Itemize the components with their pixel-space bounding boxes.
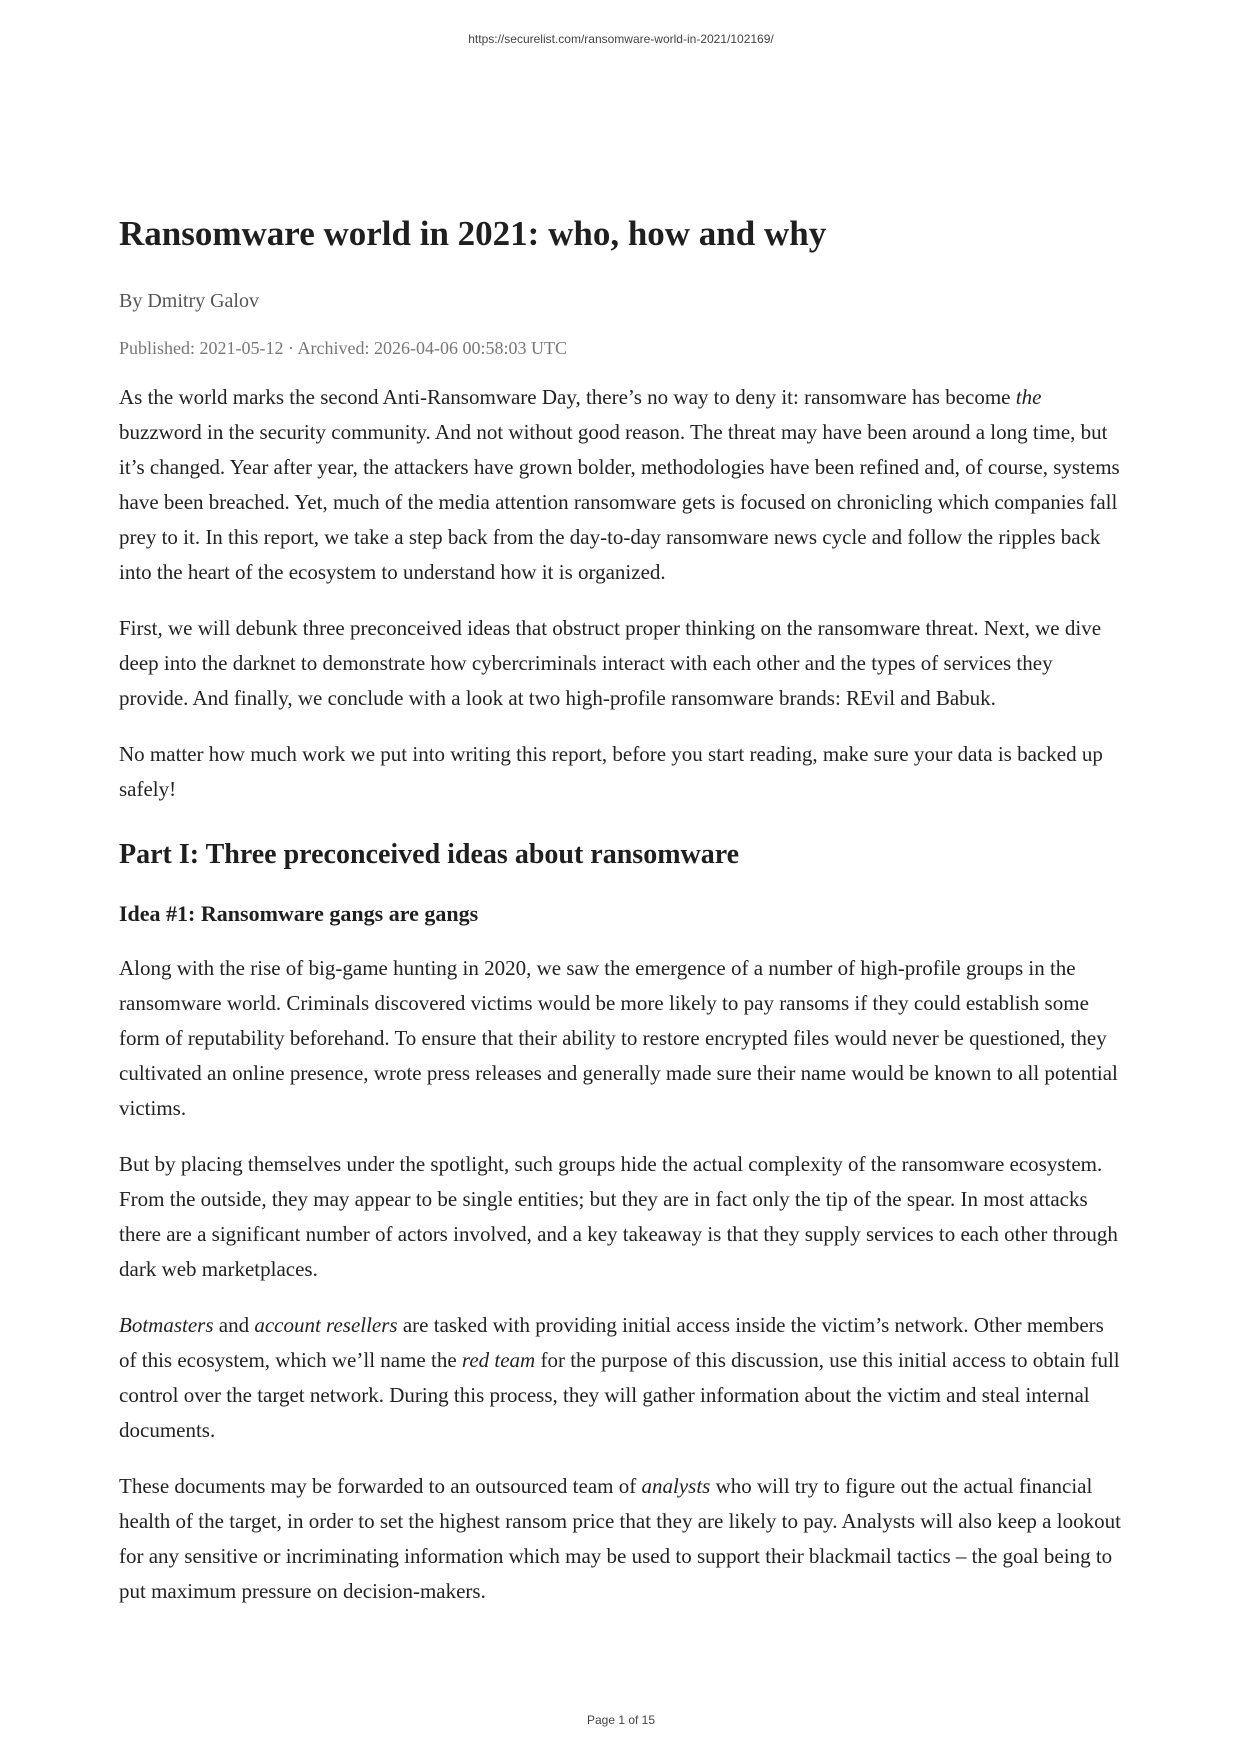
text-span: These documents may be forwarded to an outsourced team of [119, 1474, 642, 1498]
emphasis: Botmasters [119, 1313, 214, 1337]
emphasis: the [1015, 385, 1042, 409]
idea1-paragraph-2: But by placing themselves under the spotlight, such groups hide the actual complexity of the ransomware ecosystem. From the outside, they may appear to be single entities; but they are in fact only the tip of the spear. In most attacks there are a significant number of actors involved, and a key takeaway is that they supply services to each other through dark web marketplaces. [119, 1152, 1118, 1281]
text-span: As the world marks the second Anti-Ransomware Day, there’s no way to deny it: ransomware has become [119, 385, 1016, 409]
text-span: who will try to figure out the actual financial health of the target, in order to set the highest ransom price that they are likely to pay. Analysts will also keep a lookout for any sensitive or incriminating information which may be used to support their blackmail tactics – the goal being to put maximum pressure on decision-makers. [119, 1474, 1121, 1603]
intro-paragraph-3: No matter how much work we put into writing this report, before you start reading, make sure your data is backed up safely! [119, 742, 1103, 801]
subsection-heading-idea1: Idea #1: Ransomware gangs are gangs [119, 901, 479, 926]
text-span: buzzword in the security community. And not without good reason. The threat may have been around a long time, but it’s changed. Year after year, the attackers have grown bolder, methodologies have been refined and, of course, systems have been breached. Yet, much of the media attention ransomware gets is focused on chronicling which companies fall prey to it. In this report, we take a step back from the day-to-day ransomware news cycle and follow the ripples back into the heart of the ecosystem to understand how it is organized. [119, 420, 1120, 584]
section-heading-part1: Part I: Three preconceived ideas about ransomware [119, 839, 740, 870]
emphasis: red team [461, 1348, 536, 1372]
idea1-paragraph-3 [119, 1308, 1123, 1448]
emphasis: account resellers [254, 1313, 398, 1337]
text-span: and [213, 1313, 255, 1337]
intro-paragraph-2: First, we will debunk three preconceived ideas that obstruct proper thinking on the ransomware threat. Next, we dive deep into the darknet to demonstrate how cybercriminals interact with each other and the types of services they provide. And finally, we conclude with a look at two high-profile ransomware brands: REvil and Babuk. [119, 616, 1102, 710]
intro-paragraph-1 [119, 380, 1123, 590]
text-span: are tasked with providing initial access inside the victim’s network. Other members of this ecosystem, which we’ll name the [119, 1313, 1104, 1372]
text-span: for the purpose of this discussion, use this initial access to obtain full control over the target network. During this process, they will gather information about the victim and steal internal documents. [119, 1348, 1120, 1442]
article-title: Ransomware world in 2021: who, how and why [119, 214, 827, 253]
article [119, 212, 1123, 1630]
emphasis: analysts [641, 1474, 711, 1498]
idea1-paragraph-4 [119, 1469, 1123, 1609]
page-number: Page 1 of 15 [586, 1713, 656, 1727]
article-byline: By Dmitry Galov [119, 290, 259, 312]
idea1-paragraph-1: Along with the rise of big-game hunting in 2020, we saw the emergence of a number of high-profile groups in the ransomware world. Criminals discovered victims would be more likely to pay ransoms if they could establish some form of reputability beforehand. To ensure that their ability to restore encrypted files would never be questioned, they cultivated an online presence, wrote press releases and generally made sure their name would be known to all potential victims. [119, 956, 1118, 1120]
page-url-header: https://securelist.com/ransomware-world-in-2021/102169/ [468, 32, 774, 46]
article-meta: Published: 2021-05-12 · Archived: 2026-04-06 00:58:03 UTC [119, 338, 567, 358]
